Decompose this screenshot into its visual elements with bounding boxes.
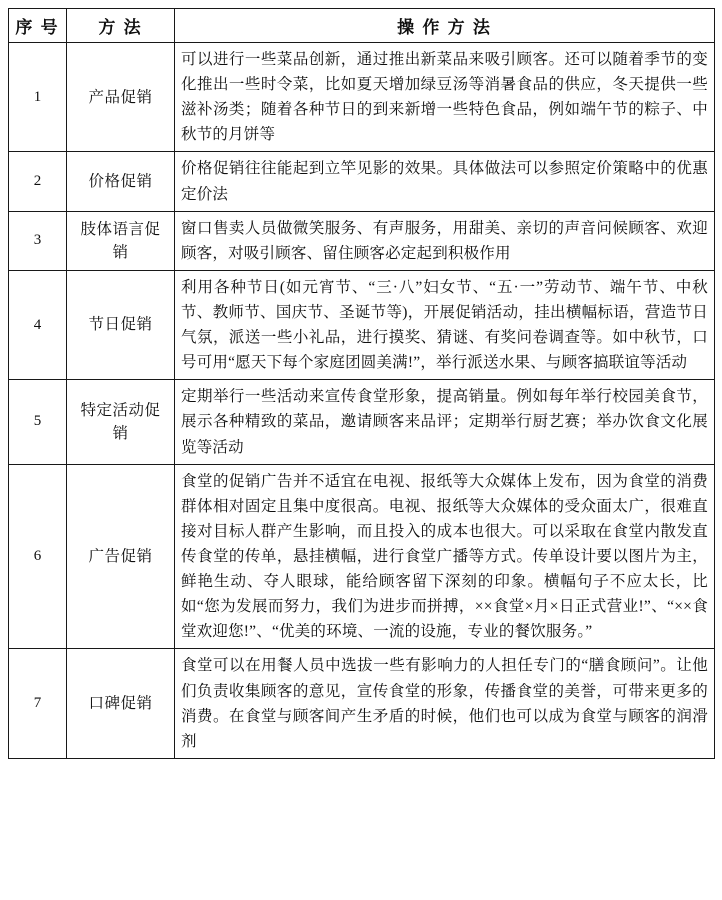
table-row: [9, 43, 715, 152]
row-description: 可以进行一些菜品创新，通过推出新菜品来吸引顾客。还可以随着季节的变化推出一些时令菜，比如夏天增加绿豆汤等消暑食品的供应，冬天提供一些滋补汤类；随着各种节日的到来新增一些特色食品，例如端午节的粽子、中秋节的月饼等: [175, 43, 715, 152]
row-method: 节日促销: [67, 270, 175, 379]
row-method: 特定活动促销: [67, 380, 175, 464]
header-cell-number: 序 号: [9, 9, 67, 43]
row-number: 6: [9, 464, 67, 649]
table-row: [9, 380, 715, 464]
row-method: 价格促销: [67, 152, 175, 211]
row-number: 5: [9, 380, 67, 464]
row-method: 产品促销: [67, 43, 175, 152]
row-description: 价格促销往往能起到立竿见影的效果。具体做法可以参照定价策略中的优惠定价法: [175, 152, 715, 211]
promotion-methods-table: [8, 8, 715, 759]
table-row: [9, 152, 715, 211]
row-description: 定期举行一些活动来宣传食堂形象，提高销量。例如每年举行校园美食节，展示各种精致的菜品，邀请顾客来品评；定期举行厨艺赛；举办饮食文化展览等活动: [175, 380, 715, 464]
table-row: [9, 649, 715, 758]
row-method: 口碑促销: [67, 649, 175, 758]
row-description: 食堂的促销广告并不适宜在电视、报纸等大众媒体上发布，因为食堂的消费群体相对固定且集中度很高。电视、报纸等大众媒体的受众面太广，很难直接对目标人群产生影响，而且投入的成本也很大。可以采取在食堂内散发直传食堂的传单，悬挂横幅，进行食堂广播等方式。传单设计要以图片为主，鲜艳生动、夺人眼球，能给顾客留下深刻的印象。横幅句子不应太长，比如“您为发展而努力，我们为进步而拼搏，××食堂×月×日正式营业!”、“××食堂欢迎您!”、“优美的环境、一流的设施，专业的餐饮服务。”: [175, 464, 715, 649]
header-cell-method: 方 法: [67, 9, 175, 43]
row-number: 7: [9, 649, 67, 758]
row-number: 1: [9, 43, 67, 152]
row-method: 广告促销: [67, 464, 175, 649]
table-body: [9, 43, 715, 759]
row-description: 窗口售卖人员做微笑服务、有声服务，用甜美、亲切的声音问候顾客、欢迎顾客，对吸引顾客、留住顾客必定起到积极作用: [175, 211, 715, 270]
row-method: 肢体语言促销: [67, 211, 175, 270]
row-number: 4: [9, 270, 67, 379]
table-header-row: [9, 9, 715, 43]
row-description: 食堂可以在用餐人员中选拔一些有影响力的人担任专门的“膳食顾问”。让他们负责收集顾客的意见，宣传食堂的形象，传播食堂的美誉，可带来更多的消费。在食堂与顾客间产生矛盾的时候，他们也可以成为食堂与顾客的润滑剂: [175, 649, 715, 758]
table-header: [9, 9, 715, 43]
row-number: 3: [9, 211, 67, 270]
table-row: [9, 211, 715, 270]
table-row: [9, 464, 715, 649]
header-cell-description: 操 作 方 法: [175, 9, 715, 43]
row-description: 利用各种节日(如元宵节、“三·八”妇女节、“五·一”劳动节、端午节、中秋节、教师节、国庆节、圣诞节等)，开展促销活动，挂出横幅标语，营造节日气氛，派送一些小礼品，进行摸奖、猜谜、有奖问卷调查等。如中秋节，口号可用“愿天下每个家庭团圆美满!”，举行派送水果、与顾客搞联谊等活动: [175, 270, 715, 379]
table-row: [9, 270, 715, 379]
row-number: 2: [9, 152, 67, 211]
